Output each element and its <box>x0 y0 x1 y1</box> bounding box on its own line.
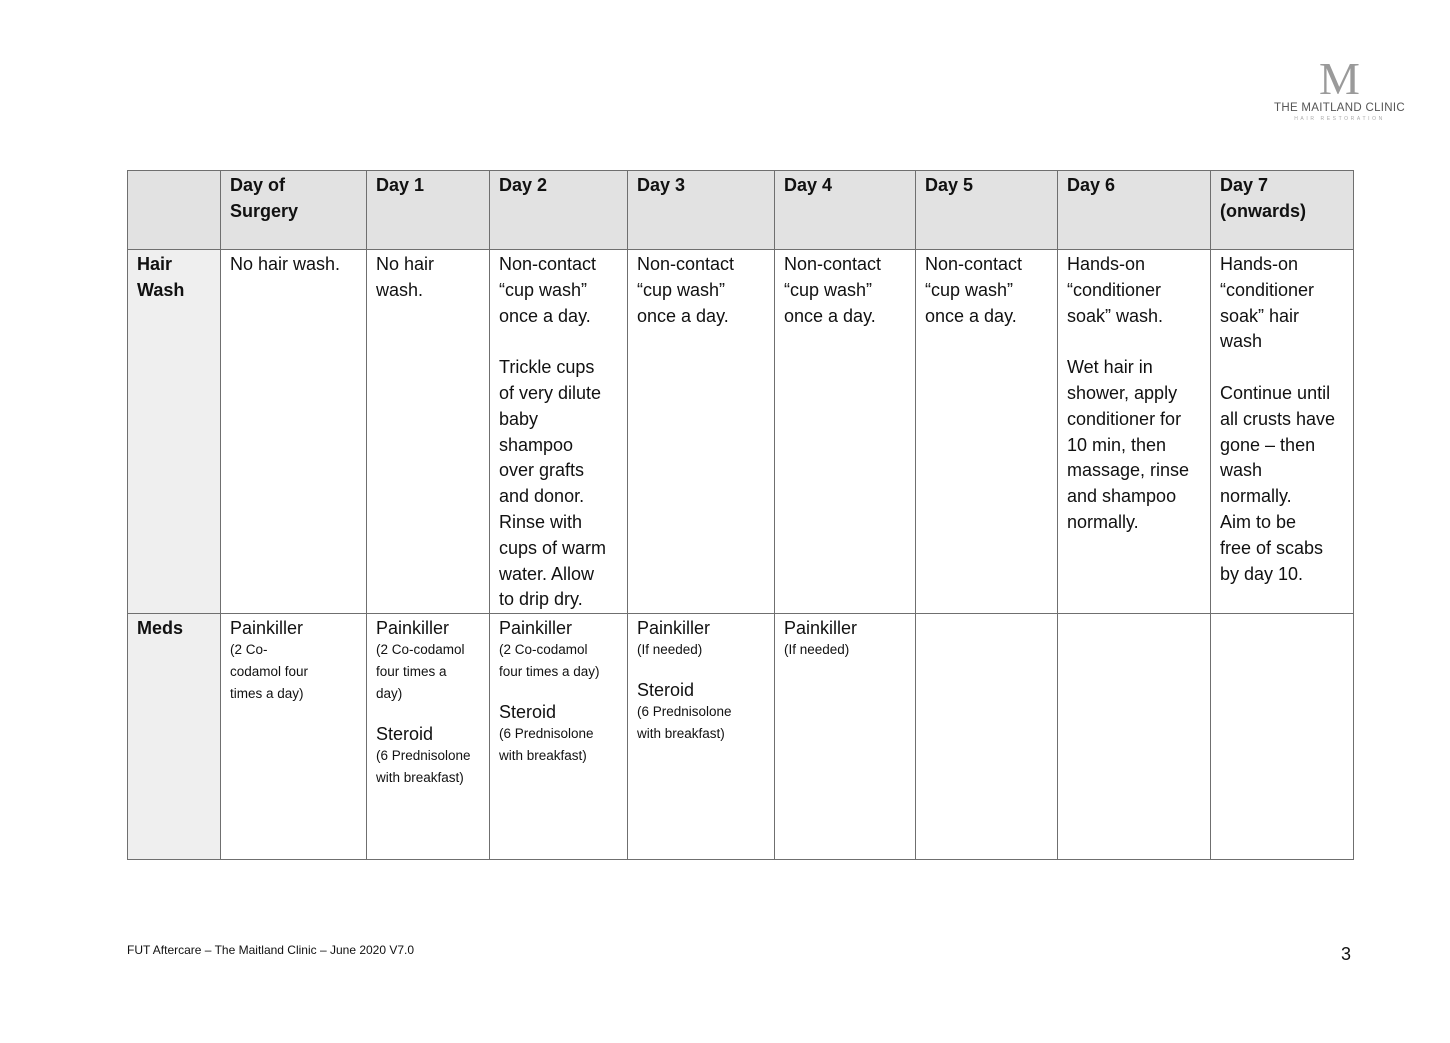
header-row <box>128 171 1354 250</box>
medication-name: Painkiller <box>376 618 450 639</box>
header-corner-cell <box>128 171 221 250</box>
medication-entry <box>230 617 358 705</box>
medication-name: Steroid <box>376 724 434 745</box>
meds-cell <box>1211 614 1354 860</box>
aftercare-schedule-table <box>127 170 1354 860</box>
medication-dosage: (If needed) <box>637 642 703 658</box>
logo-monogram: M <box>1319 53 1360 104</box>
clinic-logo <box>1262 53 1417 122</box>
hair-wash-text: Non-contact “cup wash” once a day. <box>784 254 882 326</box>
medication-name: Painkiller <box>230 618 304 639</box>
medication-entry <box>499 617 619 683</box>
meds-row <box>128 614 1354 860</box>
page-number: 3 <box>1341 944 1352 964</box>
medication-dosage: (If needed) <box>784 642 850 658</box>
hair-wash-cell <box>916 250 1058 614</box>
hair-wash-row <box>128 250 1354 614</box>
meds-cell <box>367 614 490 860</box>
hair-wash-cell <box>490 250 628 614</box>
header-day-1: Day 1 <box>367 171 490 250</box>
hair-wash-text: Non-contact “cup wash” once a day. <box>637 254 735 326</box>
medication-entry <box>376 617 481 705</box>
header-day-7-onwards: Day 7 (onwards) <box>1211 171 1354 250</box>
hair-wash-text: Hands-on “conditioner soak” hair wash <box>1220 254 1315 352</box>
logo-name: THE MAITLAND CLINIC <box>1274 102 1405 114</box>
header-day-5: Day 5 <box>916 171 1058 250</box>
medication-name: Steroid <box>499 702 557 723</box>
header-day-4: Day 4 <box>775 171 916 250</box>
hair-wash-text: Continue until all crusts have gone – then wash normally. Aim to be free of scabs by day 10. <box>1220 382 1336 584</box>
medication-dosage: (2 Co- codamol four times a day) <box>230 642 309 702</box>
hair-wash-cell <box>221 250 367 614</box>
meds-cell <box>1058 614 1211 860</box>
medication-name: Steroid <box>637 680 695 701</box>
hair-wash-cell <box>1058 250 1211 614</box>
meds-row-label: Meds <box>128 614 221 860</box>
header-day-2: Day 2 <box>490 171 628 250</box>
hair-wash-text: Non-contact “cup wash” once a day. <box>499 254 597 326</box>
hair-wash-cell <box>1211 250 1354 614</box>
hair-wash-text: No hair wash. <box>230 254 341 274</box>
meds-cell <box>775 614 916 860</box>
medication-dosage: (6 Prednisolone with breakfast) <box>499 726 594 764</box>
hair-wash-text: Wet hair in shower, apply conditioner for 10 min, then massage, rinse and shampoo normally. <box>1067 357 1190 532</box>
medication-entry <box>637 617 766 661</box>
hair-wash-text: Hands-on “conditioner soak” wash. <box>1067 254 1164 326</box>
medication-entry <box>784 617 907 661</box>
hair-wash-cell <box>367 250 490 614</box>
medication-entry <box>499 701 619 767</box>
hair-wash-cell <box>775 250 916 614</box>
medication-entry <box>376 723 481 789</box>
hair-wash-text: Trickle cups of very dilute baby shampoo over grafts and donor. Rinse with cups of warm water. Allow to drip dry. <box>499 357 607 610</box>
hair-wash-row-label: Hair Wash <box>128 250 221 614</box>
medication-entry <box>637 679 766 745</box>
hair-wash-text: Non-contact “cup wash” once a day. <box>925 254 1023 326</box>
hair-wash-text: No hair wash. <box>376 254 435 300</box>
medication-dosage: (6 Prednisolone with breakfast) <box>637 704 732 742</box>
meds-cell <box>628 614 775 860</box>
medication-dosage: (6 Prednisolone with breakfast) <box>376 748 471 786</box>
meds-cell <box>221 614 367 860</box>
meds-cell <box>916 614 1058 860</box>
header-day-3: Day 3 <box>628 171 775 250</box>
hair-wash-cell <box>628 250 775 614</box>
medication-name: Painkiller <box>499 618 573 639</box>
medication-name: Painkiller <box>784 618 858 639</box>
medication-name: Painkiller <box>637 618 711 639</box>
medication-dosage: (2 Co-codamol four times a day) <box>376 642 465 702</box>
header-day-6: Day 6 <box>1058 171 1211 250</box>
meds-cell <box>490 614 628 860</box>
logo-tagline: HAIR RESTORATION <box>1294 116 1385 122</box>
medication-dosage: (2 Co-codamol four times a day) <box>499 642 600 680</box>
header-day-of-surgery: Day of Surgery <box>221 171 367 250</box>
footer-text: FUT Aftercare – The Maitland Clinic – June 2020 V7.0 <box>127 943 415 957</box>
